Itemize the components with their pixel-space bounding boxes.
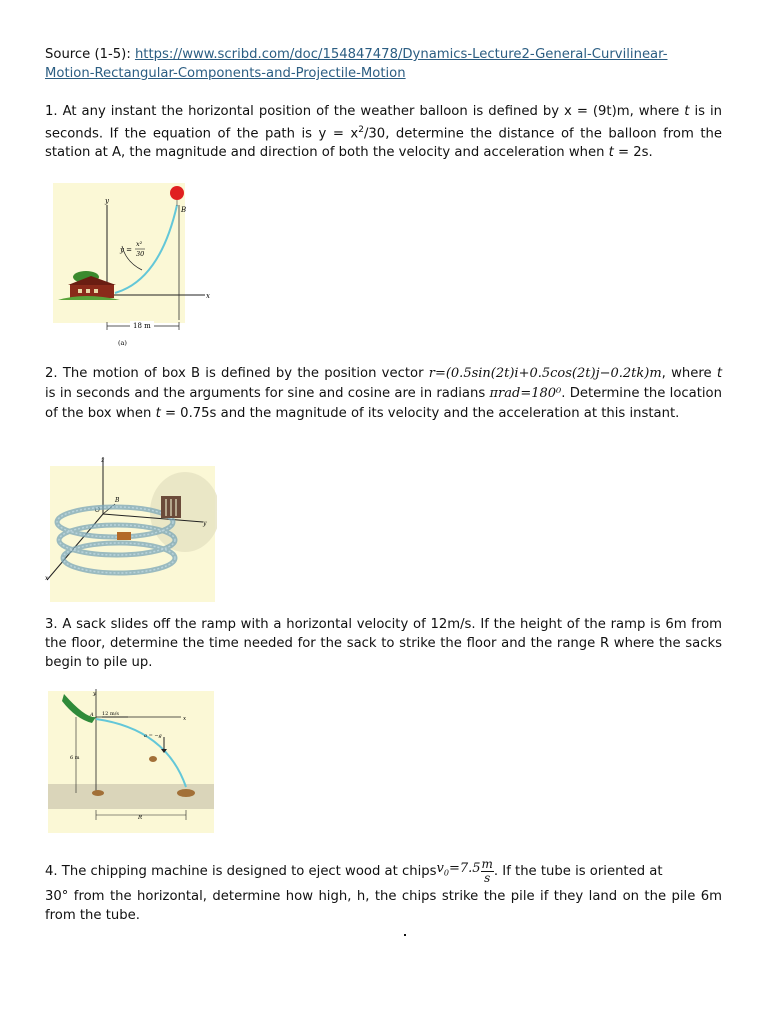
initial-velocity-symbol: $v_0=7.5$: [436, 861, 481, 878]
velocity-unit-fraction: $\frac{m}{s}$: [481, 856, 493, 885]
point-a-label: A: [90, 712, 94, 718]
stray-dot: [404, 934, 406, 936]
problem-1-text: 1. At any instant the horizontal position of the weather balloon is defined by x = (9t)m, where t is in seconds. If the equation of the path is $y = x^2/30$, determine the distance of the balloon from the station at A, the magnitude and direction of both the velocity and acceleration when t = 2s.: [45, 104, 723, 161]
z-axis-label: z: [101, 457, 105, 464]
y-axis-label: y: [203, 520, 207, 527]
sack-pile-icon: [177, 789, 195, 797]
station-house-icon: [70, 284, 114, 298]
problem-4-text: [45, 857, 722, 925]
figure-helical-track: [45, 452, 217, 604]
balloon-icon: [170, 186, 184, 200]
gravity-label: a = −g: [144, 733, 162, 739]
source-label: Source (1-5):: [45, 47, 135, 62]
origin-label: O: [95, 507, 100, 514]
dimension-label: 18 m: [133, 322, 151, 330]
y-axis-label: y: [105, 197, 109, 205]
figure-background: [53, 183, 185, 323]
source-paragraph: [45, 45, 722, 83]
x-axis-label: x: [206, 292, 210, 300]
range-label: R: [138, 815, 143, 821]
sack-icon: [92, 790, 104, 796]
height-label: 6 m: [70, 755, 80, 761]
figure-caption: (a): [118, 339, 127, 347]
path-equation-num: x²: [136, 240, 143, 248]
x-axis-label: x: [45, 575, 49, 582]
figure-ramp-sack: [46, 689, 216, 835]
x-axis-label: x: [183, 716, 187, 722]
box-label: B: [115, 497, 120, 504]
problem-4-line-2: 30° from the horizontal, determine how high, h, the chips strike the pile if they land on the pile 6m from the tube.: [45, 889, 722, 923]
sack-icon: [149, 756, 157, 762]
figure-weather-balloon: [50, 180, 215, 348]
problem-3-text: 3. A sack slides off the ramp with a horizontal velocity of 12m/s. If the height of the ramp is 6m from the floor, determine the time needed for the sack to strike the floor and the range R where the sacks begin to pile up.: [45, 617, 722, 670]
radian-equation: πrad=180⁰: [489, 386, 562, 401]
box-icon: [117, 532, 131, 540]
path-equation-lhs: y =: [120, 246, 133, 254]
problem-4-line-1: 4. The chipping machine is designed to eject wood at chips $v_0=7.5$ $\frac{m}{s}$ . If the tube is oriented at: [45, 856, 663, 885]
y-axis-label: y: [93, 691, 97, 697]
problem-2-text: 2. The motion of box B is defined by the position vector r=(0.5sin(2t)i+0.5cos(2t)j−0.2tk)m, where t is in seconds and the arguments for sine and cosine are in radians πrad=180⁰. Determine the location of the box when t = 0.75s and the magnitude of its velocity and the acceleration at this instant.: [45, 366, 723, 421]
point-b-label: B: [181, 206, 187, 214]
path-equation-den: 30: [136, 250, 145, 258]
source-link[interactable]: https://www.scribd.com/doc/154847478/Dynamics-Lecture2-General-Curvilinear- Motion-Rectangular-Components-and-Projectile-Motion: [45, 47, 668, 81]
velocity-label: 12 m/s: [102, 711, 119, 717]
position-vector: r=(0.5sin(2t)i+0.5cos(2t)j−0.2tk)m: [428, 366, 662, 381]
